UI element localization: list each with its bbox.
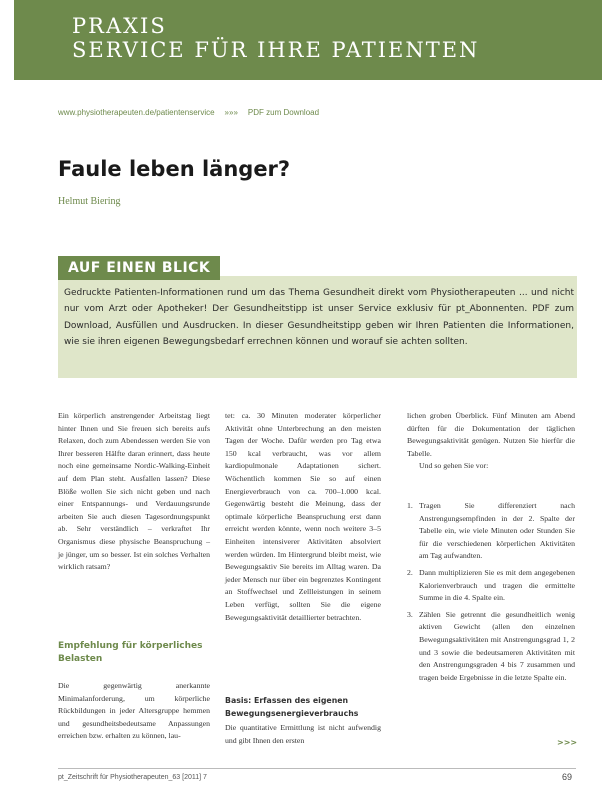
- step-text: Zählen Sie getrennt die gesundheitlich wenig aktiven Gewicht (allen den einzelnen Bewegungsaktivitäten mit Anstrengungsgrad 1, 2 und 3 sowie die bedeutsameren Aktivitäten mit den Anstrengungsgraden 4 bis 7 zusammen und tragen beide Ergebnisse in die letzte Spalte ein.: [419, 609, 575, 682]
- column-3-intro: Und so gehen Sie vor:: [419, 461, 489, 471]
- summary-box-tag: AUF EINEN BLICK: [58, 256, 220, 280]
- list-item: [407, 500, 575, 563]
- section-title: [72, 14, 479, 62]
- column-1-paragraph-2: Die gegenwärtig anerkannte Minimalanforderung, um körperliche Rückbildungen in jeder Altersgruppe hemmen und gesundheitsbedeutsame Anpassungen erreichen bzw. erhalten zu können, lau-: [58, 681, 210, 741]
- download-links: [58, 108, 319, 117]
- column-1-part-2: [58, 680, 210, 743]
- author-name: Helmut Biering: [58, 196, 121, 207]
- step-number: 2.: [407, 567, 413, 577]
- website-link[interactable]: www.physiotherapeuten.de/patientenservice: [58, 108, 215, 117]
- steps-list: [407, 500, 575, 688]
- subheading-empfehlung: Empfehlung für körperliches Belasten: [58, 641, 203, 664]
- column-2-paragraph-2: Die quantitative Ermittlung ist nicht aufwendig und gibt Ihnen den ersten: [225, 723, 381, 745]
- section-title-line1: PRAXIS: [72, 14, 167, 38]
- column-1: [58, 410, 210, 574]
- column-2: [225, 410, 381, 624]
- footer-citation: pt_Zeitschrift für Physiotherapeuten_63 [2011] 7: [58, 774, 207, 781]
- continue-arrow-icon: >>>: [557, 738, 578, 747]
- summary-box-text: Gedruckte Patienten-Informationen rund um das Thema Gesundheit direkt vom Physiotherapeuten ... und nicht nur vom Arzt oder Apotheker! Der Gesundheitstipp ist unser Service exklusiv für pt_Abonnenten. PDF zum Download, Ausfüllen und Ausdrucken. In dieser Gesundheitstipp geben wir Ihren Patienten die Informationen, wie sie ihren eigenen Bewegungsbedarf errechnen können und worauf sie achten sollten.: [64, 288, 574, 347]
- list-item: [407, 609, 575, 685]
- step-text: Tragen Sie differenziert nach Anstrengungsempfinden in der 2. Spalte der Tabelle ein, wie viele Minuten oder Stunden Sie für die verschiedenen körperlichen Aktivitäten am Tag aufwandten.: [419, 501, 575, 561]
- column-1-paragraph-1: Ein körperlich anstrengender Arbeitstag liegt hinter Ihnen und Sie freuen sich bereits aufs Relaxen, doch zum Abendessen werden Sie von Ihrer besseren Hälfte daran erinnert, dass heute noch eine gemeinsame Nordic-Walking-Einheit auf dem Plan steht. Ausfallen lassen? Diese Blöße wollen Sie sich nicht geben und nach einer Entspannungs- und Verdauungsrunde arbeiten Sie auch diesen Tagesordnungspunkt ab. Sehr verständlich – verkraftet Ihr Organismus diese physische Beanspruchung – je jünger, um so besser. Ist ein solches Verhalten wirklich ratsam?: [58, 411, 210, 572]
- step-number: 1.: [407, 501, 413, 510]
- step-text: Dann multiplizieren Sie es mit dem angegebenen Kalorienverbrauch und tragen die ermittelte Summe in die 4. Spalte ein.: [419, 567, 575, 603]
- footer-divider: [58, 768, 576, 769]
- column-3-paragraph-1: lichen groben Überblick. Fünf Minuten am Abend dürften für die Dokumentation der täglichen Bewegungsaktivität genügen. Nutzen Sie hierfür die Tabelle.: [407, 411, 575, 458]
- pdf-download-link[interactable]: PDF zum Download: [247, 108, 320, 117]
- page-number: 69: [562, 772, 573, 782]
- arrow-icon: »»»: [224, 108, 238, 117]
- header-banner: [14, 0, 602, 80]
- subheading-basis: Basis: Erfassen des eigenen Bewegungsenergieverbrauchs: [225, 696, 359, 718]
- section-title-line2: SERVICE FÜR IHRE PATIENTEN: [72, 38, 480, 62]
- step-number: 3.: [407, 609, 413, 619]
- list-item: [407, 567, 575, 605]
- column-2-paragraph-1: tet: ca. 30 Minuten moderater körperlicher Aktivität ohne Unterbrechung an den meisten Tagen der Woche. Dafür werden pro Tag etwa 150 kcal verbraucht, was vor allem kardiopulmonale Adaptationen sichert. Wöchentlich kommen Sie so auf einen Energieverbrauch von ca. 700–1.000 kcal. Gegenwärtig besteht die Meinung, dass der optimale körperliche Beanspruchung erst dann erreicht werden könnte, wenn noch weitere 3–5 Einheiten intensiverer Aktivitäten absolviert werden würden. Im Hintergrund bleibt meist, wie Bewegungsaktiv Sie bereits im Alltag waren. Da jeder Mensch nur über ein begrenztes Kontingent an Stoffwechsel und Zellleistungen in seinem Leben verfügt, sollten Sie die eigene Bewegungsaktivität detaillierter betrachten.: [225, 411, 381, 622]
- article-title: Faule leben länger?: [58, 157, 291, 181]
- column-3: [407, 410, 575, 473]
- column-2-part-2: [225, 722, 381, 747]
